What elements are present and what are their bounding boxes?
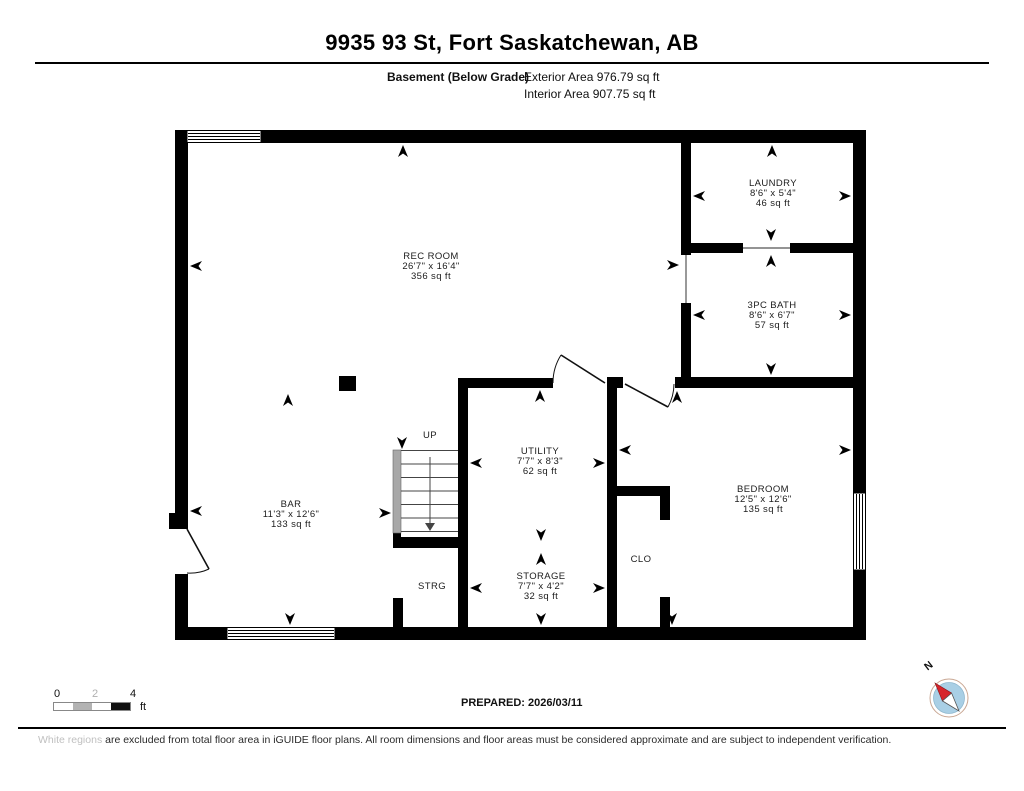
room-area: 46 sq ft	[755, 198, 791, 209]
interior-area: Interior Area 907.75 sq ft	[524, 87, 656, 101]
scale-tick-2: 2	[91, 688, 99, 700]
room-area: 356 sq ft	[410, 271, 452, 282]
room-dims: 8'6" x 6'7"	[749, 310, 795, 321]
exterior-area: Exterior Area 976.79 sq ft	[524, 70, 660, 84]
room-label-storage	[516, 572, 565, 602]
disclaimer	[38, 734, 1008, 746]
scale-segment	[73, 703, 92, 710]
room-dims: 12'5" x 12'6"	[734, 494, 792, 505]
page-title: 9935 93 St, Fort Saskatchewan, AB	[325, 30, 699, 55]
scale-bar	[53, 702, 131, 711]
scale-segment	[111, 703, 130, 710]
room-area: 57 sq ft	[754, 320, 790, 331]
room-area: 133 sq ft	[270, 519, 312, 530]
room-dims: 7'7" x 8'3"	[517, 456, 563, 467]
floor-label: Basement (Below Grade)	[387, 70, 530, 84]
room-label-laundry	[749, 179, 797, 209]
room-name: BEDROOM	[737, 484, 789, 495]
room-area: 62 sq ft	[522, 466, 558, 477]
room-area: 135 sq ft	[742, 504, 784, 515]
scale-segment	[92, 703, 111, 710]
scale-segment	[54, 703, 73, 710]
stair-direction-arrow	[425, 523, 435, 531]
room-name: REC ROOM	[403, 251, 459, 262]
room-label-bedroom	[734, 485, 791, 515]
room-area: 32 sq ft	[523, 591, 559, 602]
stairs	[393, 450, 458, 533]
room-label-bar	[263, 500, 320, 530]
room-dims: 7'7" x 4'2"	[518, 581, 564, 592]
room-name: BAR	[280, 499, 302, 510]
scale-tick-4: 4	[129, 688, 137, 700]
stairs-up-label: UP	[423, 430, 437, 441]
room-label-clo: CLO	[630, 554, 652, 565]
compass-north-label: N	[922, 658, 936, 674]
room-label-utility	[517, 447, 563, 477]
room-dims: 11'3" x 12'6"	[262, 509, 320, 520]
room-name: STORAGE	[516, 571, 566, 582]
room-dims: 8'6" x 5'4"	[750, 188, 796, 199]
disclaimer-light-part: White regions	[38, 734, 103, 746]
room-name: UTILITY	[520, 446, 560, 457]
room-name: LAUNDRY	[748, 178, 798, 189]
footer-divider	[18, 727, 1006, 729]
compass-icon	[930, 679, 968, 717]
scale-unit: ft	[140, 701, 147, 713]
room-label-strg: STRG	[418, 581, 446, 592]
room-dims: 26'7" x 16'4"	[402, 261, 460, 272]
disclaimer-main-part: are excluded from total floor area in iGUIDE floor plans. All room dimensions and floor areas must be considered approximate and are subject to independent verification.	[102, 734, 892, 746]
room-label-bath	[748, 301, 797, 331]
room-label-rec-room	[402, 252, 459, 282]
column-post	[339, 376, 356, 391]
prepared-date: PREPARED: 2026/03/11	[461, 697, 583, 709]
scale-tick-0: 0	[53, 688, 61, 700]
room-name: 3PC BATH	[747, 300, 797, 311]
